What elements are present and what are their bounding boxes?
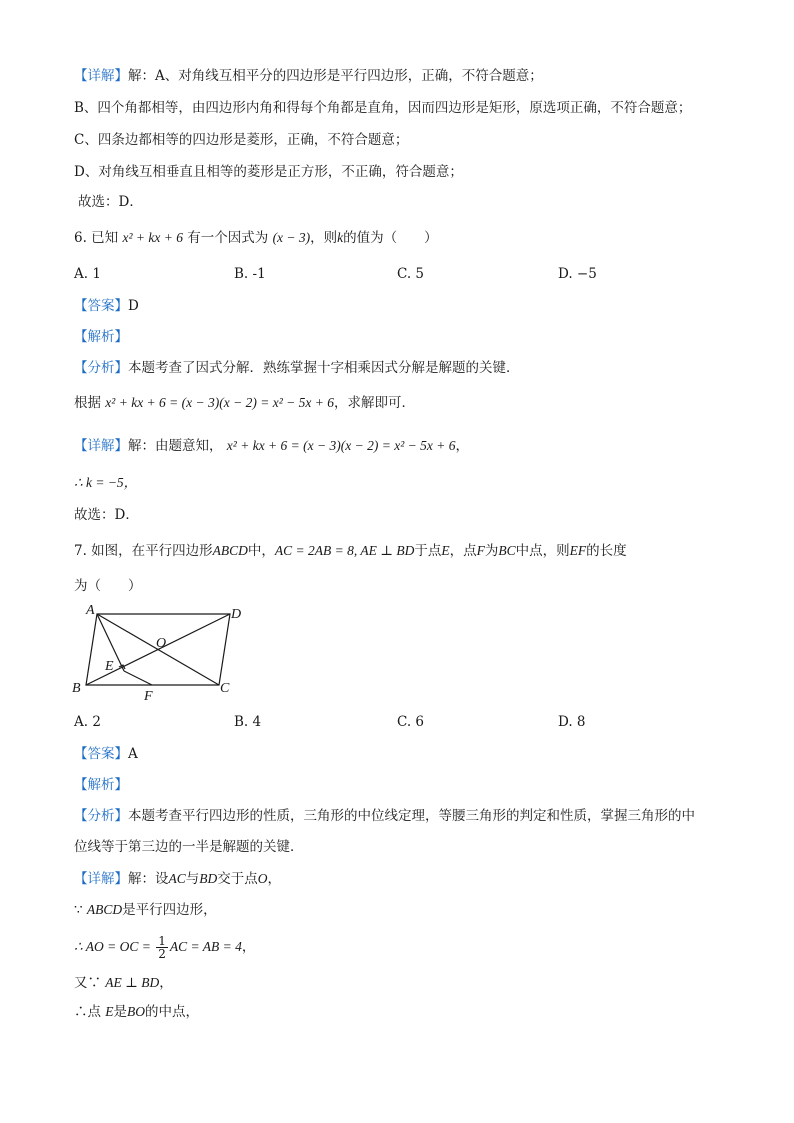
choose-6: 故选：D．	[74, 507, 139, 523]
xiangjie-6-comma: ，	[455, 438, 469, 454]
fenxi-6-text: 本题考查了因式分解．熟练掌握十字相乘因式分解是解题的关键．	[128, 360, 520, 376]
fenxi-7-tag: 【分析】	[74, 808, 128, 824]
q6-option-a: A. 1	[74, 266, 101, 282]
therefore-e: E	[105, 1004, 114, 1019]
since-perpendicular	[74, 974, 173, 992]
q6-then: ，则	[310, 230, 338, 246]
analysis-7-heading: 【解析】	[74, 777, 128, 793]
fenxi-6-tag: 【分析】	[74, 360, 128, 376]
fenxi-7-text-a: 本题考查平行四边形的性质，三角形的中位线定理，等腰三角形的判定和性质，掌握三角形的中	[128, 808, 695, 824]
q7-abcd: ABCD	[212, 543, 248, 558]
question-6	[74, 229, 438, 247]
since-symbol: ∵	[74, 902, 87, 918]
xiangjie-7-with: 与	[185, 871, 200, 887]
answer-7	[74, 745, 138, 763]
q7-option-d: D. 8	[558, 714, 586, 730]
label-b: B	[72, 681, 81, 696]
one-half-fraction	[156, 935, 168, 960]
q7-prefix: 7. 如图，在平行四边形	[74, 543, 213, 559]
analysis-6-heading: 【解析】	[74, 329, 128, 345]
q7-condition: AC = 2AB = 8, AE ⊥ BD	[274, 543, 415, 558]
fenxi-7-line-2: 位线等于第三边的一半是解题的关键．	[74, 839, 304, 855]
parallelogram-figure	[64, 600, 264, 705]
detail-text-a: 解：A、对角线互相平分的四边形是平行四边形，正确，不符合题意；	[128, 68, 543, 84]
label-e: E	[105, 659, 114, 674]
q6-option-c: C. 5	[397, 266, 425, 282]
answer-7-value: A	[128, 746, 138, 762]
genju-suffix: ，求解即可．	[333, 395, 415, 411]
detail-tag: 【详解】	[74, 68, 128, 84]
fraction-numerator: 1	[158, 934, 166, 948]
genju-line	[74, 394, 415, 412]
therefore-midpoint-text: 的中点，	[145, 1004, 200, 1020]
q6-prefix: 6. 已知	[74, 230, 119, 246]
therefore-ao-prefix: ∴ AO = OC =	[74, 939, 155, 954]
genju-prefix: 根据	[74, 395, 101, 411]
xiangjie-7-prefix: 解：设	[128, 871, 169, 887]
since-parallelogram	[74, 901, 217, 919]
xiangjie-7	[74, 870, 281, 888]
genju-expression: x² + kx + 6 = (x − 3)(x − 2) = x² − 5x + 6	[105, 395, 334, 410]
xiangjie-6-tag: 【详解】	[74, 438, 128, 454]
question-7-line-2: 为（ ）	[74, 578, 142, 594]
xiangjie-7-comma: ，	[267, 871, 282, 887]
detail-line-d: D、对角线互相垂直且相等的菱形是正方形，不正确，符合题意；	[74, 164, 463, 180]
q7-ef: EF	[569, 543, 587, 558]
xiangjie-6-expression: x² + kx + 6 = (x − 3)(x − 2) = x² − 5x + 6	[226, 438, 456, 453]
q7-option-c: C. 6	[397, 714, 425, 730]
xiangjie-7-ac: AC	[168, 871, 186, 886]
q6-expression: x² + kx + 6	[122, 230, 183, 245]
q7-length: 的长度	[586, 543, 627, 559]
therefore-is: 是	[113, 1004, 128, 1020]
therefore-bo: BO	[127, 1004, 146, 1019]
fenxi-7	[74, 807, 695, 825]
xiangjie-6-prefix: 解：由题意知，	[128, 438, 223, 454]
answer-6-value: D	[128, 298, 139, 314]
xiangjie-7-bd: BD	[199, 871, 218, 886]
fraction-denominator: 2	[158, 947, 166, 961]
xiangjie-7-o: O	[257, 871, 268, 886]
q7-option-a: A. 2	[74, 714, 101, 730]
therefore-ao	[74, 934, 255, 960]
therefore-midpoint	[74, 1003, 199, 1021]
q7-midpoint: 中点，则	[515, 543, 570, 559]
therefore-point: ∴点	[74, 1004, 106, 1020]
therefore-ao-comma: ，	[241, 939, 256, 955]
therefore-k: ∴ k = −5，	[74, 475, 138, 490]
q6-suffix: 的值为（ ）	[343, 230, 438, 246]
q6-option-d: D. −5	[558, 266, 597, 282]
label-o: O	[156, 636, 167, 651]
fenxi-6	[74, 359, 520, 377]
detail-line-c: C、四条边都相等的四边形是菱形，正确，不符合题意；	[74, 132, 409, 148]
q6-k: k	[337, 230, 344, 245]
q6-factor: (x − 3)	[272, 230, 311, 245]
answer-6-tag: 【答案】	[74, 298, 128, 314]
q7-in: 中，	[247, 543, 275, 559]
xiangjie-7-meet: 交于点	[217, 871, 258, 887]
q7-at-point: 于点	[414, 543, 442, 559]
choose-line-5: 故选：D．	[78, 194, 143, 210]
q7-e: E	[441, 543, 450, 558]
detail-line-b: B、四个角都相等，由四边形内角和得每个角都是直角，因而四边形是矩形，原选项正确，不符合题意；	[74, 100, 692, 116]
q6-option-b: B. -1	[234, 266, 266, 282]
q6-mid: 有一个因式为	[187, 230, 269, 246]
q7-option-b: B. 4	[234, 714, 262, 730]
question-7	[74, 542, 627, 560]
segment-ef	[124, 671, 152, 685]
since-again: 又∵	[74, 975, 106, 991]
since-comma: ，	[159, 975, 173, 991]
detail-line-a	[74, 67, 543, 85]
xiangjie-6	[74, 437, 469, 455]
label-f: F	[144, 689, 153, 704]
q7-bc: BC	[498, 543, 516, 558]
q7-is: 为	[484, 543, 499, 559]
q7-point: ，点	[449, 543, 477, 559]
since-text: 是平行四边形，	[122, 902, 217, 918]
since-abcd: ABCD	[86, 902, 123, 917]
label-c: C	[220, 681, 230, 696]
xiangjie-7-tag: 【详解】	[74, 871, 128, 887]
since-ae-bd: AE ⊥ BD	[105, 975, 160, 990]
q7-f: F	[476, 543, 485, 558]
label-d: D	[231, 607, 242, 622]
therefore-ao-suffix: AC = AB = 4	[169, 939, 242, 954]
answer-7-tag: 【答案】	[74, 746, 128, 762]
label-a: A	[86, 603, 95, 618]
answer-6	[74, 297, 139, 315]
